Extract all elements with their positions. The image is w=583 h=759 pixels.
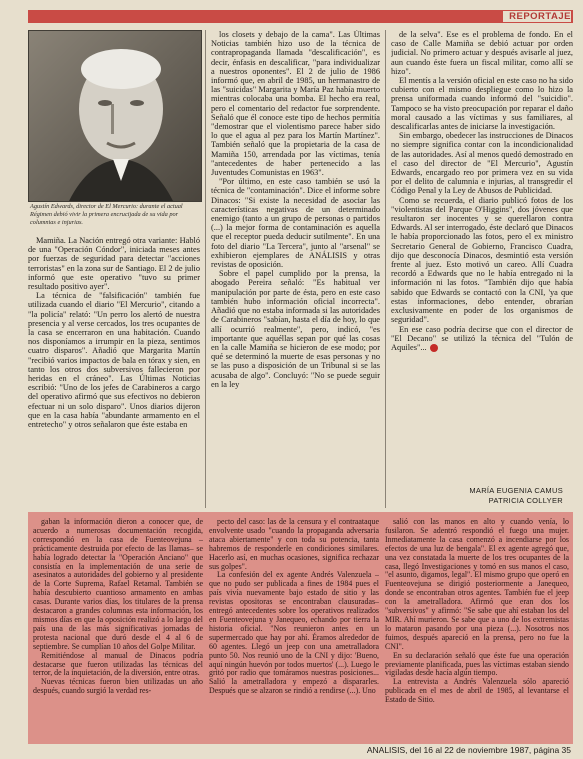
article-column-3 — [391, 30, 573, 484]
article-paragraph — [391, 325, 573, 353]
article-paragraph: Sobre el papel cumplido por la prensa, la abogado Pereira señaló: "Es habitual ver manipulación por parte de ésta, pero en este caso también hubo información oficial incorrecta". Añadió que no estaba informada si las autoridades de Carabineros "sabían, hasta el día de hoy, lo que allí ocurrió realmente", pero, indicó, "es importante que aquéllas sepan por qué las cosas en la calle Mamiña se hicieron de ese modo; por qué se determinó la muerte de esas personas y no se las puso a disposición de un Tribunal si se las acusaba de algo". Concluyó: "No se puede seguir en la ley — [211, 269, 380, 389]
portrait-photo — [28, 30, 202, 202]
page-footer: ANALISIS, del 16 al 22 de noviembre 1987, página 35 — [366, 745, 571, 755]
article-paragraph: Sin embargo, obedecer las instrucciones de Dinacos no siempre significa contar con la incondicionalidad de las autoridades. Así al menos quedó demostrado en el caso del director de "El Mercurio", Agustín Edwards, encargado reo por primera vez en su vida por el delito de calumnia e injurias, al transgredir el Código Penal y la Ley de Abusos de Publicidad. — [391, 131, 573, 196]
box-column-2 — [209, 518, 379, 742]
article-paragraph: Mamiña. La Nación entregó otra variante: Habló de una "Operación Cóndor", iniciada meses antes por fuerzas de seguridad para detectar "acciones terroristas" en la zona sur de Santiago. El 2 de julio informó que este operativo "tuvo su primer resultado positivo ayer". — [28, 236, 200, 292]
box-paragraph: En su declaración señaló que éste fue una operación previamente planificada, pues las víctimas estaban siendo vigiladas desde hacía algún tiempo. — [385, 650, 569, 678]
column-divider — [385, 30, 386, 508]
author-signature — [469, 486, 563, 506]
author-name: PATRICIA COLLYER — [488, 496, 563, 505]
article-paragraph: Como se recuerda, el diario publicó fotos de los "violentistas del Parque O'Higgins", dos jóvenes que resultaron ser inocentes y se querellaron contra Edwards. Al ser interrogado, éste declaró que Dinacos le había proporcionado las fotos, pero el ex ministro Secretario General de Gobierno, Francisco Cuadra, dijo que desconocía Dinacos, desmintió esta versión frente al juez. Esto motivó un careo. Allí Cuadra recordó a Edwards que no le había entregado ni la información ni las fotos. "También dijo que había sabido que Edwards se contactó con la CNI, 'ya que estas informaciones, debo entender, obrarían exclusivamente en poder de los organismos de seguridad". — [391, 195, 573, 325]
box-paragraph: La confesión del ex agente Andrés Valenzuela –que no pudo ser publicada a fines de 1984 pues el país vivía nuevamente bajo estado de sitio y las revistas opositoras se encontraban clausuradas– entregó antecedentes sobre los operativos realizados en Fuenteovejuna y Janequeo, echando por tierra la historia oficial. "Nos reunieron antes en un supermercado que hay por ahí. Éramos alrededor de 60 agentes. Llegó un jeep con una ametralladora punto 50. Nos reunió uno de la CNI y dijo: 'Bueno, aquí ningún huevón por todos muertos' (...). Luego le gritó por radio que tomáramos nuestras posiciones... Salió la ametralladora y empezó a dispararles. Después que se alzaron se rindió a rendirse (...). Uno — [209, 570, 379, 696]
article-paragraph: El mentís a la versión oficial en este caso no ha sido cubierto con el mismo despliegue como lo hizo la prensa uniformada cuando informó del "suicidio". Tampoco se ha visto preocupación por reparar el daño moral causado a las víctimas y sus familiares, al descalificarlas antes de iniciarse la investigación. — [391, 76, 573, 132]
box-column-3 — [385, 518, 569, 742]
article-paragraph: La técnica de "falsificación" también fue utilizada cuando el diario "El Mercurio", citando a "la policía" relató: "Un perro los alertó de nuestra presencia y al verse cercados, los tres ocupantes de la casa se encerraron en una habitación. Cuando nos disponíamos a irrumpir en la pieza, sentimos cuatro disparos". Añadió que Margarita Martín "recibió varios impactos de bala en tórax y sien, en tanto los otros dos subversivos fallecieron por heridas en el cráneo". Las Últimas Noticias escribió: "Uno de los jefes de Carabineros a cargo del operativo afirmó que sus efectivos no debieron efectuar ni un solo disparo". Unos diarios dijeron que en la casa había "abundante armamento en el entretecho" y otros señalaron que éste estaba en — [28, 291, 200, 430]
box-paragraph: Nuevas técnicas fueron bien utilizadas un año después, cuando surgió la verdad res- — [33, 677, 203, 696]
column-divider — [205, 30, 206, 508]
portrait-illustration — [29, 31, 201, 201]
photo-caption: Agustín Edwards, director de El Mercurio: durante el actual Régimen debió vivir la primera encrucijada de su vida por columnias e injurias. — [30, 203, 183, 226]
box-paragraph: pecto del caso: las de la censura y el contraataque envolvente usado "cuando la propaganda adversaria ataca abiertamente" y con toda su potencia, tanta habremos de responderle en condiciones similares. Hacerlo así, en muchas ocasiones, significa rechazar sus golpes". — [209, 518, 379, 571]
box-paragraph: La entrevista a Andrés Valenzuela sólo apareció publicada en el mes de abril de 1985, al levantarse el Estado de Sitio. — [385, 677, 569, 705]
author-name: MARÍA EUGENIA CAMUS — [469, 486, 563, 495]
article-paragraph: "Por último, en este caso también se usó la técnica de "contaminación". Dice el informe sobre Dinacos: "Si existe la necesidad de asociar las características negativas de un determinado enemigo (tanto a un grupo de personas o partidos (...) la mejor forma de contaminación es aquella que el receptor pueda deducir sutilmente". En una foto del diario "La Tercera", junto al "arsenal" se exhibieron ejemplares de ANÁLISIS y otras revistas de oposición. — [211, 177, 380, 270]
article-paragraph: de la selva". Ese es el problema de fondo. En el caso de Calle Mamiña se debió actuar por orden judicial. No primero actuar y después avisarle al juez, aun cuando éste fuera un fiscal militar, como allí se hizo". — [391, 30, 573, 76]
section-label: REPORTAJE — [503, 11, 571, 22]
end-of-article-mark-icon — [430, 344, 438, 352]
box-column-1 — [33, 518, 203, 742]
article-column-1 — [28, 236, 200, 508]
article-column-2 — [211, 30, 380, 508]
box-paragraph: gaban la información dieron a conocer que, de acuerdo a numerosas documentación recogida, correspondió en la casa de Fuenteovejuna –prácticamente destruida por efecto de las llamas– se había logrado detectar la "Operación Anciano" que consistía en la implementación de una serie de asesinatos a autoridades del gobierno y al presidente de la Corte Suprema, Rafael Retamal. También se había descubierto cuantioso armamento en ambas casas. Durante varios días, los titulares de la prensa destacaron a grandes columnas esta información, los mismos días en que la oposición realizó a lo largo del país una de las más significativas jornadas de protesta nacional que duró desde el 4 al 6 de septiembre. Se cumplían 10 años del Golpe Militar. — [33, 518, 203, 651]
box-paragraph: salió con las manos en alto y cuando venía, lo fusilaron. Se adentró respondió el fuego una mujer. Inmediatamente la casa comenzó a incendiarse por los efectos de una luz de bengala". El ex agente agregó que, una vez constatada la muerte de los tres ocupantes de la casa, llegó Investigaciones y tomó en sus manos el caso, "el asunto, digamos, legal". El mismo grupo que operó en Fuenteovejuna se dirigió posteriormente a Janequeo, donde se encontraban otros agentes. También fue el jeep con la ametralladora. Afirmó que eran dos los "subversivos" y afirmó: "Se sabe que ahí estaban los del MIR. Ahí murieron. Se sabe que a uno de los extremistas lo mataron pasando por una pieza (...). Nosotros nos fuimos, después apareció en la prensa, pero no fue la CNI". — [385, 518, 569, 651]
section-header-bar — [28, 10, 573, 23]
box-paragraph: Remitiéndose al manual de Dinacos podría destacarse que fueron utilizadas las técnicas del terror, de la inquietación, de la diversión, entre otras. — [33, 650, 203, 678]
article-paragraph: los closets y debajo de la cama". Las Últimas Noticias también hizo uso de la técnica de contrapropaganda llamada "descalificación", es decir, énfasis en descalificar, "para individualizar a nuestros oponentes". El 2 de julio de 1986 informó que, en abril de 1985, un hermanastro de las "suicidas" Margarita y María Paz había muerto mientras colocaba una bomba. El hecho era real, pero el comentario del redactor fue sorprendente. Señaló que él conoce este tipo de hechos permitía "demostrar que el violentismo parece haber sido lo que el agua al pez para los Martín Martínez". También señaló que la propietaria de la casa de Mamiña 150, arrendada por las víctimas, tenía "antecedentes de haber pertenecido a las Juventudes Comunistas en 1963". — [211, 30, 380, 178]
closing-paragraph-text: En ese caso podría decirse que con el director de "El Decano" se utilizó la técnica del "Tulón de Aquiles"... — [391, 324, 573, 352]
